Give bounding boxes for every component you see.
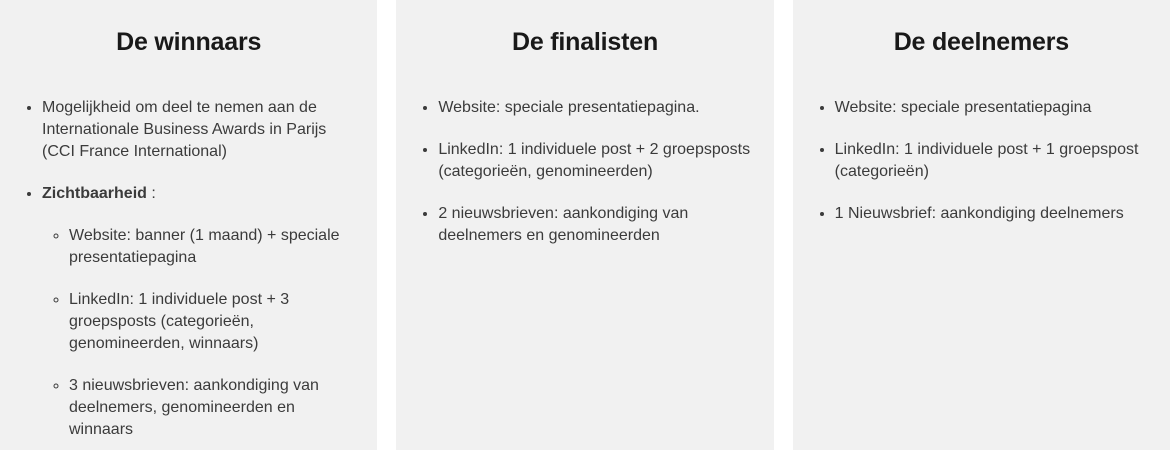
benefit-item: • LinkedIn: 1 individuele post + 2 groepsposts (categorieën, genomineerden) <box>438 139 758 183</box>
benefit-item: • Zichtbaarheid : ◦ Website: banner (1 maand) + speciale presentatiepagina ◦ LinkedIn: 1 individuele post + 3 groepsposts (categorieën, genomineerden, winnaars) ◦ 3 nieuwsbrieven: aankondiging van deelnemers, genomineerden en winnaars <box>42 183 362 441</box>
benefit-item: • 2 nieuwsbrieven: aankondiging van deelnemers en genomineerden <box>438 203 758 247</box>
panel-de-winnaars <box>0 0 377 450</box>
benefit-subitem: ◦ LinkedIn: 1 individuele post + 3 groepsposts (categorieën, genomineerden, winnaars) <box>69 289 362 355</box>
benefit-item: • Website: speciale presentatiepagina. <box>438 97 758 119</box>
benefit-item: • Mogelijkheid om deel te nemen aan de Internationale Business Awards in Parijs (CCI France International) <box>42 97 362 163</box>
benefit-item: • LinkedIn: 1 individuele post + 1 groepspost (categorieën) <box>835 139 1155 183</box>
panel-de-finalisten <box>396 0 773 450</box>
benefit-subitem: ◦ Website: banner (1 maand) + speciale presentatiepagina <box>69 225 362 269</box>
benefit-item: • 1 Nieuwsbrief: aankondiging deelnemers <box>835 203 1155 225</box>
benefit-list-deelnemers <box>821 97 1155 225</box>
panel-de-deelnemers <box>793 0 1170 450</box>
panel-title-deelnemers: De deelnemers <box>893 28 1069 56</box>
panel-title-finalisten: De finalisten <box>511 28 659 56</box>
benefit-list-winnaars <box>28 97 362 441</box>
panel-title-winnaars: De winnaars <box>116 28 262 56</box>
benefit-list-finalisten <box>424 97 758 247</box>
benefit-item-bold-label: Zichtbaarheid <box>42 184 147 202</box>
benefit-item: • Website: speciale presentatiepagina <box>835 97 1155 119</box>
benefit-sublist <box>42 225 362 441</box>
benefit-subitem: ◦ 3 nieuwsbrieven: aankondiging van deelnemers, genomineerden en winnaars <box>69 375 362 441</box>
